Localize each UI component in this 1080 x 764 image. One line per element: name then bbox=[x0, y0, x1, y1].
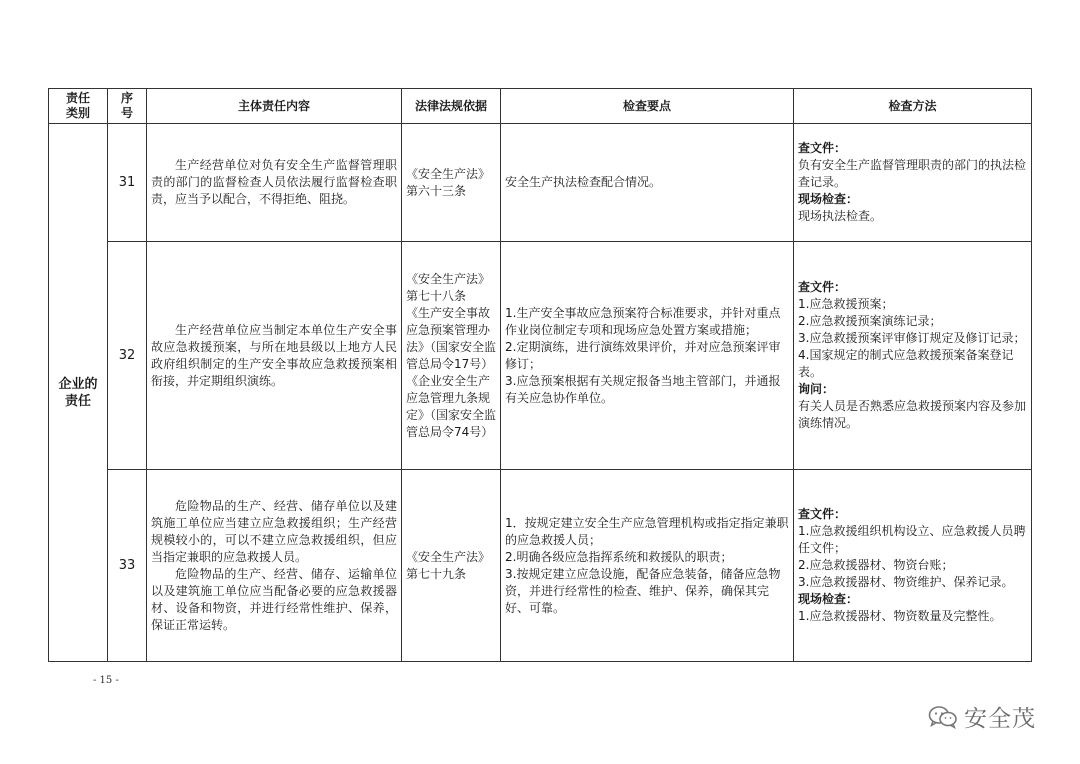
method-text: 1.应急救援组织机构设立、应急救援人员聘任文件； 2.应急救援器材、物资台账； 3.应急救援器材、物资维护、保养记录。 bbox=[798, 524, 1026, 589]
content-paragraph: 危险物品的生产、经营、储存单位以及建筑施工单位应当建立应急救援组织；生产经营规模较小的，可以不建立应急救援组织，但应当指定兼职的应急救援人员。 bbox=[151, 498, 397, 564]
header-law: 法律法规依据 bbox=[402, 89, 501, 124]
method-text: 1.应急救援器材、物资数量及完整性。 bbox=[798, 609, 1002, 623]
header-number: 序 号 bbox=[108, 89, 147, 124]
check-points bbox=[501, 242, 794, 470]
watermark-text: 安全茂 bbox=[964, 706, 1036, 732]
content-paragraph: 危险物品的生产、经营、储存、运输单位以及建筑施工单位应当配备必要的应急救援器材、设备和物资，并进行经常性维护、保养，保证正常运转。 bbox=[151, 566, 397, 632]
check-points bbox=[501, 470, 794, 662]
table-row bbox=[49, 124, 1032, 242]
law-basis bbox=[402, 470, 501, 662]
header-category: 责任 类别 bbox=[49, 89, 108, 124]
method-label: 查文件： bbox=[798, 280, 847, 294]
law-basis bbox=[402, 124, 501, 242]
row-number: 32 bbox=[108, 242, 147, 470]
check-point-item: 2.定期演练，进行演练效果评价，并对应急预案评审修订； bbox=[505, 339, 781, 371]
method-label: 现场检查： bbox=[798, 192, 859, 206]
row-number: 33 bbox=[108, 470, 147, 662]
law-paragraph: 《安全生产法》 第六十三条 bbox=[406, 166, 491, 198]
wechat-icon bbox=[928, 705, 958, 729]
method-text: 现场执法检查。 bbox=[798, 209, 883, 223]
content-paragraph: 生产经营单位对负有安全生产监督管理职责的部门的监督检查人员依法履行监督检查职责，应当予以配合，不得拒绝、阻挠。 bbox=[151, 158, 397, 206]
category-cell bbox=[49, 124, 108, 662]
method-text: 负有安全生产监督管理职责的部门的执法检查记录。 bbox=[798, 158, 1027, 189]
category-label: 企业的 责任 bbox=[58, 376, 98, 409]
header-check-points: 检查要点 bbox=[501, 89, 794, 124]
check-method bbox=[794, 124, 1032, 242]
content-paragraph: 生产经营单位应当制定本单位生产安全事故应急救援预案，与所在地县级以上地方人民政府组织制定的生产安全事故应急救援预案相衔接，并定期组织演练。 bbox=[151, 322, 397, 388]
responsibility-content bbox=[147, 242, 402, 470]
row-number: 31 bbox=[108, 124, 147, 242]
header-check-method: 检查方法 bbox=[794, 89, 1032, 124]
law-paragraph: 《安全生产法》 第七十九条 bbox=[406, 549, 491, 581]
watermark bbox=[928, 700, 1036, 733]
table-row bbox=[49, 470, 1032, 662]
check-point-item: 2.明确各级应急指挥系统和救援队的职责； bbox=[505, 549, 733, 564]
responsibility-content bbox=[147, 124, 402, 242]
method-text: 有关人员是否熟悉应急救援预案内容及参加演练情况。 bbox=[798, 399, 1027, 430]
responsibility-content bbox=[147, 470, 402, 662]
check-method bbox=[794, 470, 1032, 662]
check-point-item: 安全生产执法检查配合情况。 bbox=[505, 175, 662, 189]
check-point-item: 3.应急预案根据有关规定报备当地主管部门，并通报有关应急协作单位。 bbox=[505, 373, 781, 405]
method-label: 询问： bbox=[798, 382, 835, 396]
check-method bbox=[794, 242, 1032, 470]
check-point-item: 3.按规定建立应急设施，配备应急装备，储备应急物资，并进行经常性的检查、维护、保养，确保其完好、可靠。 bbox=[505, 566, 781, 615]
law-paragraph: 《安全生产法》 第七十八条 《生产安全事故应急预案管理办法》（国家安全监管总局令17号） 《企业安全生产应急管理九条规定》（国家安全监管总局令74号） bbox=[406, 271, 497, 439]
method-label: 查文件： bbox=[798, 507, 847, 521]
check-points bbox=[501, 124, 794, 242]
header-content: 主体责任内容 bbox=[147, 89, 402, 124]
table-header-row bbox=[49, 89, 1032, 124]
check-point-item: 1.生产安全事故应急预案符合标准要求，并针对重点作业岗位制定专项和现场应急处置方案或措施； bbox=[505, 305, 781, 337]
table-row bbox=[49, 242, 1032, 470]
page-number: - 15 - bbox=[93, 675, 119, 686]
check-point-item: 1．按规定建立安全生产应急管理机构或指定指定兼职的应急救援人员； bbox=[505, 515, 789, 547]
law-basis bbox=[402, 242, 501, 470]
method-label: 现场检查： bbox=[798, 592, 859, 606]
method-label: 查文件： bbox=[798, 141, 847, 155]
method-text: 1.应急救援预案； 2.应急救援预案演练记录； 3.应急救援预案评审修订规定及修订记录； 4.国家规定的制式应急救援预案备案登记表。 bbox=[798, 297, 1026, 379]
responsibility-table bbox=[48, 88, 1032, 662]
